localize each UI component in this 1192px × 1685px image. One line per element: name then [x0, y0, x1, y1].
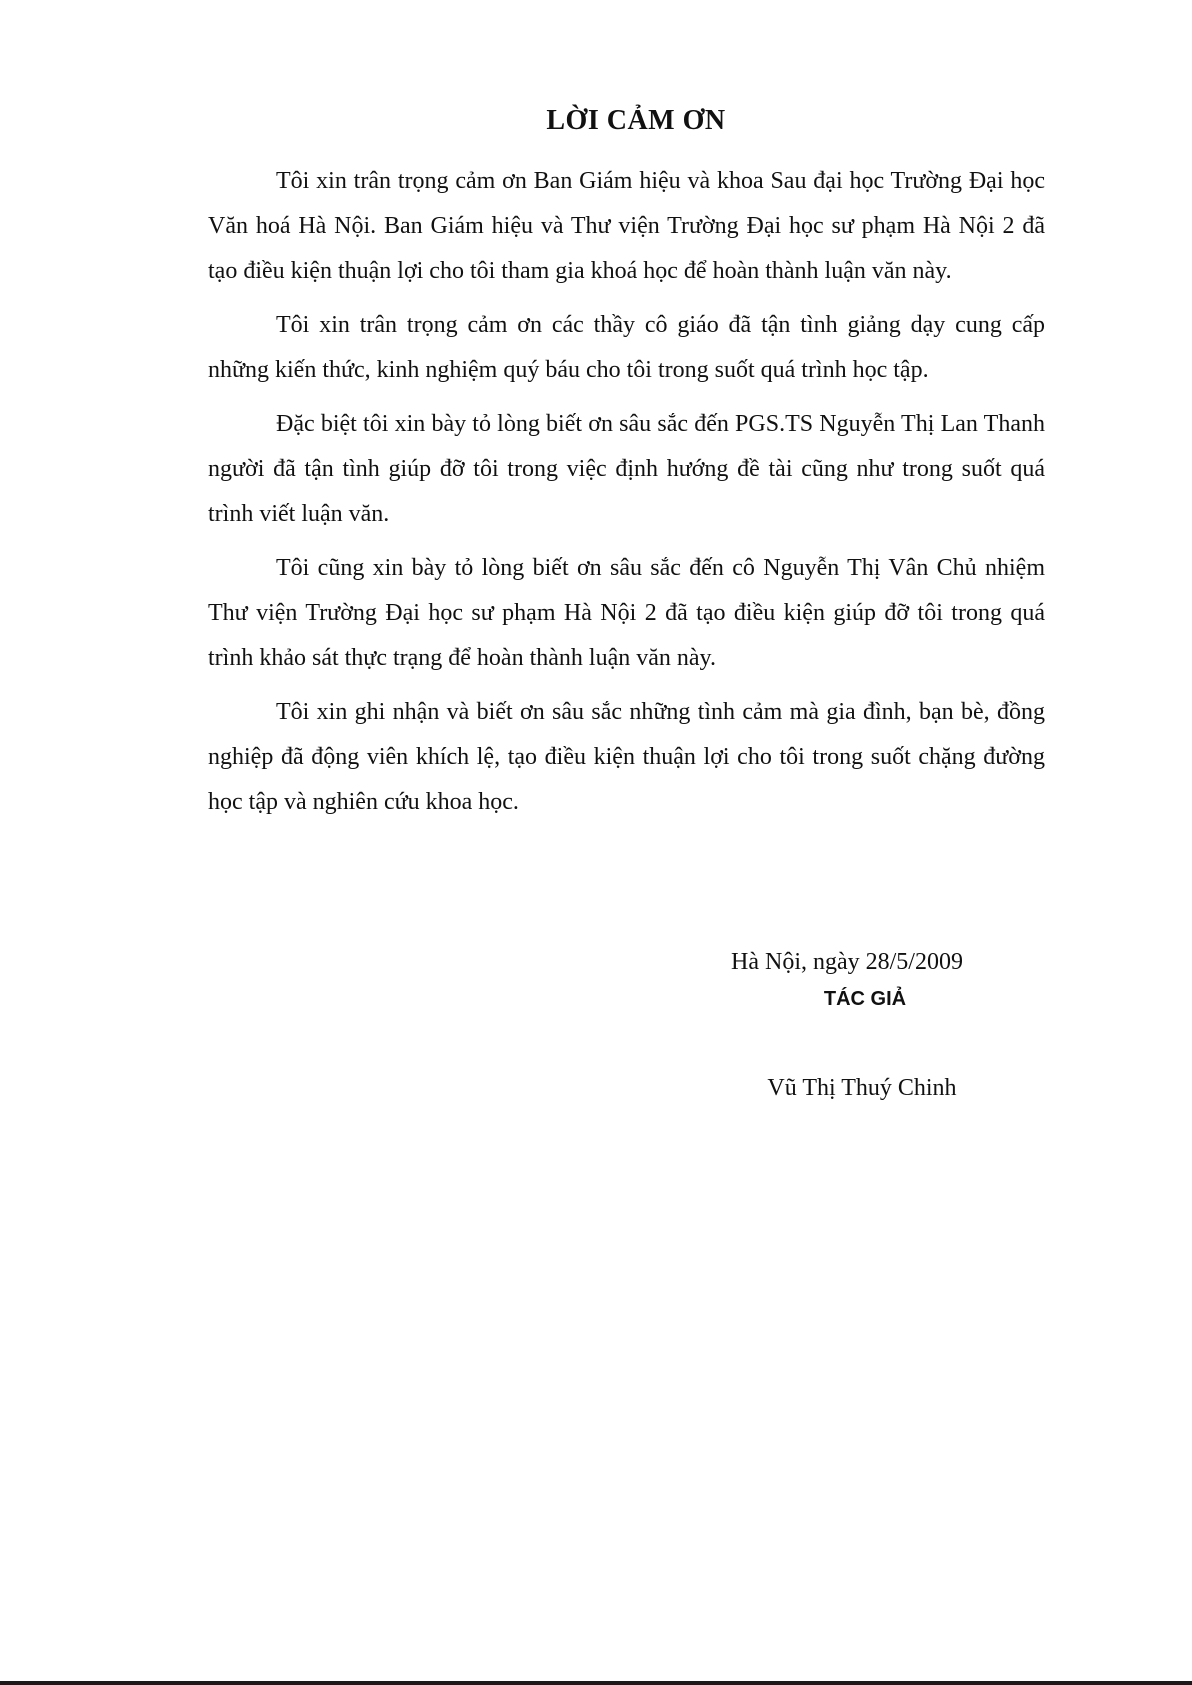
- page-title: LỜI CẢM ƠN: [546, 105, 726, 136]
- paragraph-3: Đặc biệt tôi xin bày tỏ lòng biết ơn sâu sắc đến PGS.TS Nguyễn Thị Lan Thanh người đã tận tình giúp đỡ tôi trong việc định hướng đề tài cũng như trong suốt quá trình viết luận văn.: [208, 411, 1045, 527]
- place-date: Hà Nội, ngày 28/5/2009: [731, 949, 963, 975]
- paragraph-4: Tôi cũng xin bày tỏ lòng biết ơn sâu sắc đến cô Nguyễn Thị Vân Chủ nhiệm Thư viện Trường Đại học sư phạm Hà Nội 2 đã tạo điều kiện giúp đỡ tôi trong quá trình khảo sát thực trạng để hoàn thành luận văn này.: [208, 555, 1045, 671]
- bottom-edge-line: [0, 1681, 1192, 1685]
- body-text: [208, 159, 1045, 834]
- author-label: TÁC GIẢ: [823, 988, 907, 1010]
- paragraph-2: Tôi xin trân trọng cảm ơn các thầy cô giáo đã tận tình giảng dạy cung cấp những kiến thức, kinh nghiệm quý báu cho tôi trong suốt quá trình học tập.: [208, 312, 1045, 383]
- paragraph-5: Tôi xin ghi nhận và biết ơn sâu sắc những tình cảm mà gia đình, bạn bè, đồng nghiệp đã động viên khích lệ, tạo điều kiện thuận lợi cho tôi trong suốt chặng đường học tập và nghiên cứu khoa học.: [208, 699, 1045, 815]
- author-name: Vũ Thị Thuý Chinh: [767, 1075, 957, 1101]
- paragraph-1: Tôi xin trân trọng cảm ơn Ban Giám hiệu và khoa Sau đại học Trường Đại học Văn hoá Hà Nội. Ban Giám hiệu và Thư viện Trường Đại học sư phạm Hà Nội 2 đã tạo điều kiện thuận lợi cho tôi tham gia khoá học để hoàn thành luận văn này.: [208, 168, 1045, 284]
- signature-block: [731, 942, 1005, 1108]
